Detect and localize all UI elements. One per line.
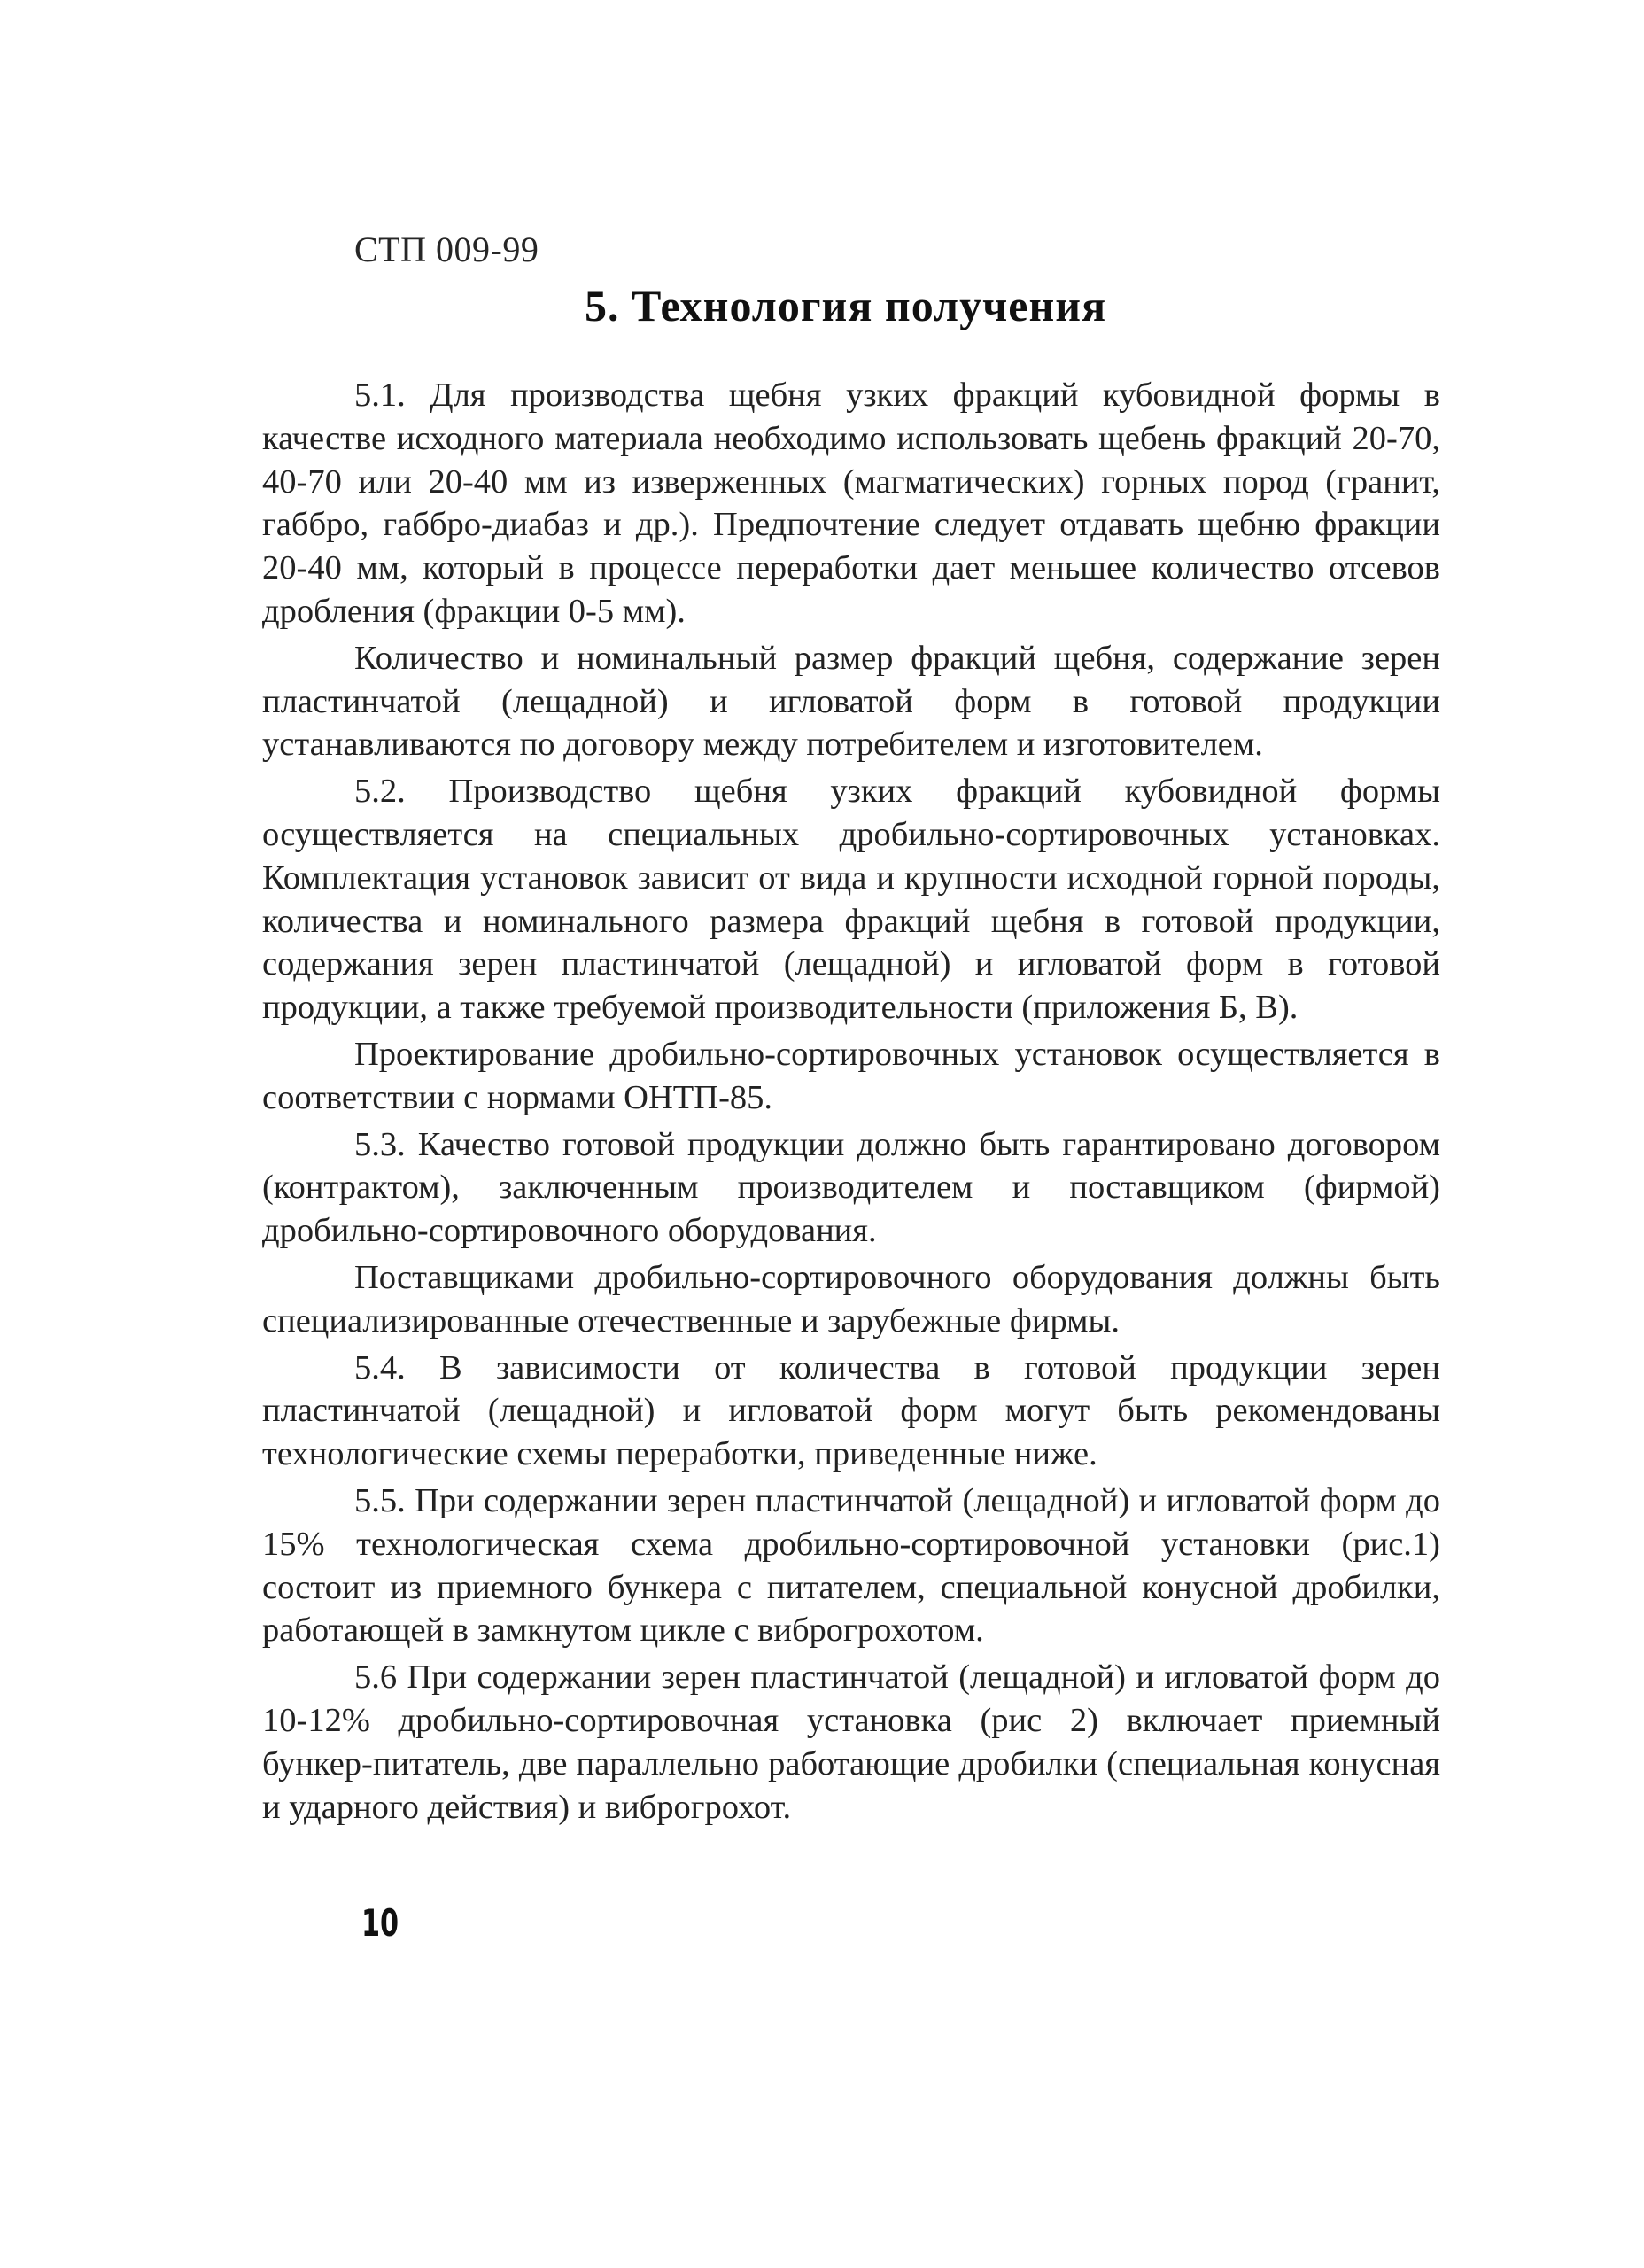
- paragraph-5-5: 5.5. При содержании зерен пластинчатой (лещадной) и игловатой форм до 15% технологическая схема дробильно-сортировочной установки (рис.1) состоит из приемного бункера с питателем, специальной конусной дробилки, работающей в замкнутом цикле с виброгрохотом.: [262, 1481, 1440, 1650]
- paragraph-5-1: 5.1. Для производства щебня узких фракций кубовидной формы в качестве исходного материала необходимо использовать щебень фракций 20-70, 40-70 или 20-40 мм из изверженных (магматических) горных пород (гранит, габбро, габбро-диабаз и др.). Предпочтение следует отдавать щебню фракции 20-40 мм, который в процессе переработки дает меньшее количество отсевов дробления (фракции 0-5 мм).: [262, 377, 1440, 630]
- paragraph-suppliers: Поставщиками дробильно-сортировочного оборудования должны быть специализированные отечественные и зарубежные фирмы.: [262, 1258, 1440, 1340]
- paragraph-5-3: 5.3. Качество готовой продукции должно быть гарантировано договором (контрактом), заключенным производителем и поставщиком (фирмой) дробильно-сортировочного оборудования.: [262, 1125, 1440, 1250]
- section-title: 5. Технология получения: [585, 281, 1107, 330]
- document-code: СТП 009-99: [354, 229, 539, 269]
- body-text: [262, 374, 1440, 1832]
- paragraph-fractions: Количество и номинальный размер фракций щебня, содержание зерен пластинчатой (лещадной) и игловатой форм в готовой продукции устанавливаются по договору между потребителем и изготовителем.: [262, 639, 1440, 764]
- paragraph-design: Проектирование дробильно-сортировочных установок осуществляется в соответствии с нормами ОНТП-85.: [262, 1035, 1440, 1116]
- paragraph-5-6: 5.6 При содержании зерен пластинчатой (лещадной) и игловатой форм до 10-12% дробильно-сортировочная установка (рис 2) включает приемный бункер-питатель, две параллельно работающие дробилки (специальная конусная и ударного действия) и виброгрохот.: [262, 1658, 1440, 1826]
- paragraph-5-4: 5.4. В зависимости от количества в готовой продукции зерен пластинчатой (лещадной) и игловатой форм могут быть рекомендованы технологические схемы переработки, приведенные ниже.: [262, 1348, 1440, 1473]
- page-number: 10: [361, 1901, 399, 1945]
- paragraph-5-2: 5.2. Производство щебня узких фракций кубовидной формы осуществляется на специальных дробильно-сортировочных установках. Комплектация установок зависит от вида и крупности исходной горной породы, количества и номинального размера фракций щебня в готовой продукции, содержания зерен пластинчатой (лещадной) и игловатой форм в готовой продукции, а также требуемой производительности (приложения Б, В).: [262, 773, 1440, 1027]
